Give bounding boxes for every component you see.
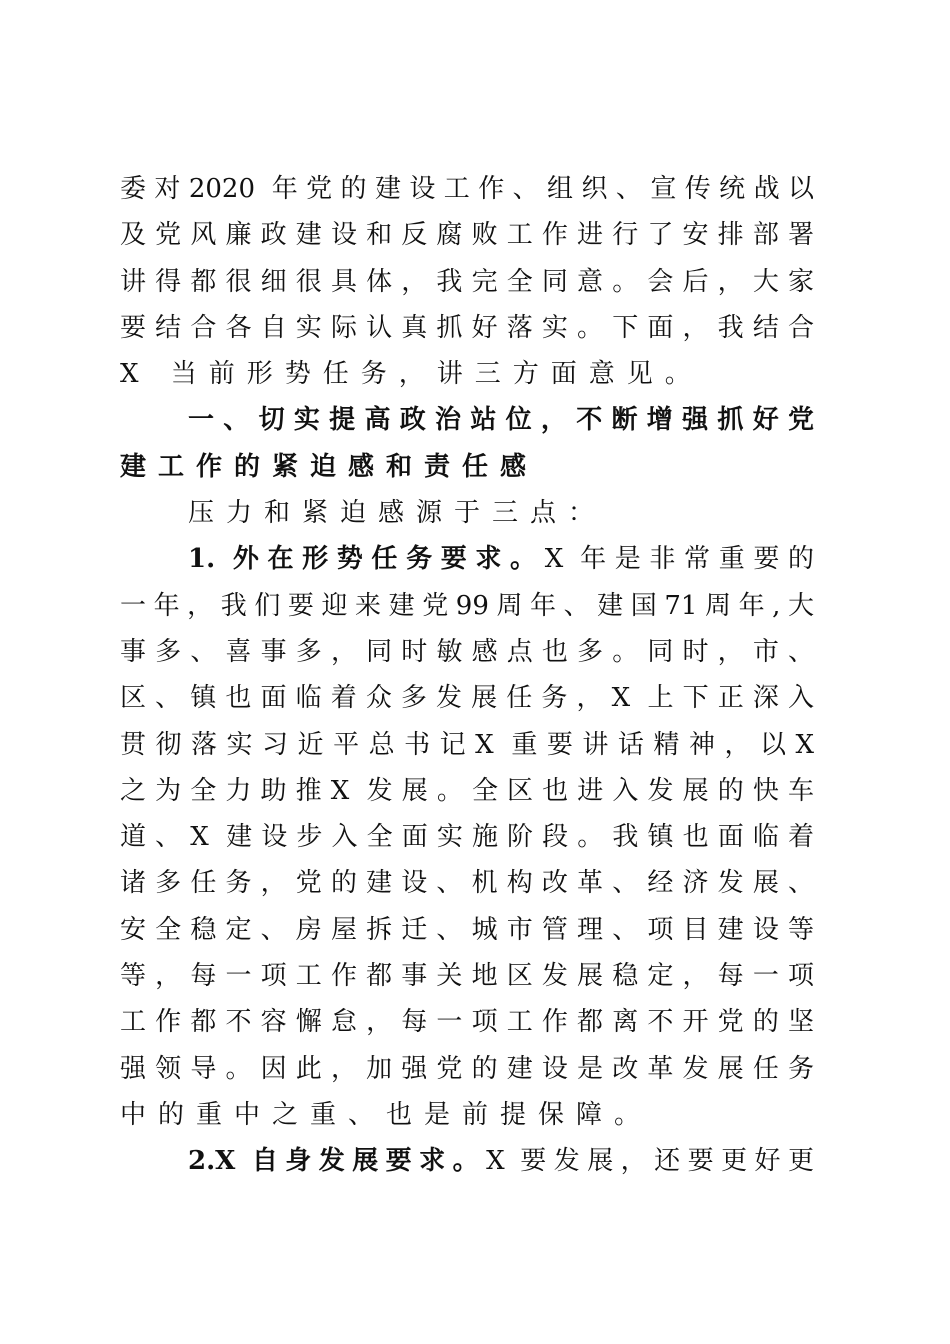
document-body <box>120 166 814 1185</box>
paragraph-line: 事多、喜事多，同时敏感点也多。同时，市、 <box>120 636 814 667</box>
point-2-lead: 2.X 自身发展要求。 <box>188 1146 487 1177</box>
point-1-first-line <box>120 536 814 582</box>
paragraph-line: 工作都不容懈怠，每一项工作都离不开党的坚 <box>120 1007 814 1038</box>
paragraph-line: 诸多任务，党的建设、机构改革、经济发展、 <box>120 868 814 899</box>
section-heading: 一、切实提高政治站位，不断增强抓好党 <box>188 405 814 436</box>
paragraph-line: 贯彻落实习近平总书记X 重要讲话精神，以X <box>120 729 814 760</box>
point-2-text: X 要发展，还要更好更 <box>486 1146 814 1177</box>
paragraph-line: 之为全力助推X 发展。全区也进入发展的快车 <box>120 775 814 806</box>
paragraph-line: X 当前形势任务，讲三方面意见。 <box>120 359 703 390</box>
paragraph-line: 及党风廉政建设和反腐败工作进行了安排部署 <box>120 220 814 251</box>
point-1-lead: 1. 外在形势任务要求。 <box>188 544 545 575</box>
point-2-first-line <box>120 1138 814 1184</box>
paragraph-line: 等，每一项工作都事关地区发展稳定，每一项 <box>120 961 814 992</box>
paragraph-line: 区、镇也面临着众多发展任务，X 上下正深入 <box>120 683 814 714</box>
intro-line: 压力和紧迫感源于三点： <box>188 498 607 529</box>
paragraph-line: 中的重中之重、也是前提保障。 <box>120 1099 653 1130</box>
paragraph-line: 安全稳定、房屋拆迁、城市管理、项目建设等 <box>120 914 814 945</box>
paragraph-line: 委对2020 年党的建设工作、组织、宣传统战以 <box>120 174 814 204</box>
paragraph-line: 道、X 建设步入全面实施阶段。我镇也面临着 <box>120 822 814 853</box>
section-heading-continued: 建工作的紧迫感和责任感 <box>120 451 539 482</box>
paragraph-line: 要结合各自实际认真抓好落实。下面，我结合 <box>120 312 814 343</box>
point-1-text: X 年是非常重要的 <box>544 544 814 575</box>
paragraph-line: 强领导。因此，加强党的建设是改革发展任务 <box>120 1053 814 1084</box>
paragraph-line: 一年，我们要迎来建党99周年、建国71周年,大 <box>120 590 814 621</box>
paragraph-line: 讲得都很细很具体，我完全同意。会后，大家 <box>120 266 814 297</box>
